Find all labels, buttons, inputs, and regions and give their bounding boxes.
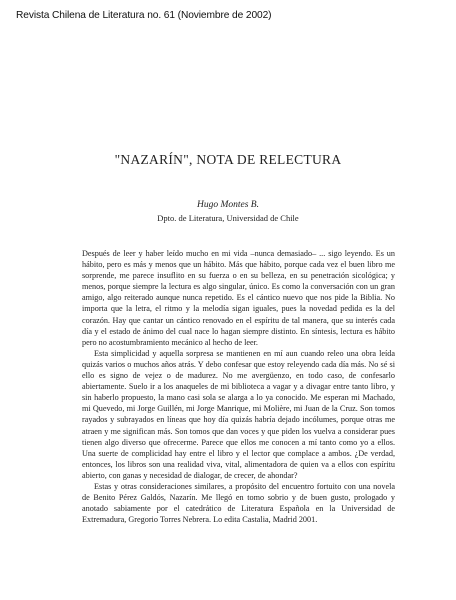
body-paragraph-3: Estas y otras consideraciones similares, a propósito del encuentro fortuito con una novela de Benito Pérez Galdós, Nazarín. Me llegó en tomo sobrio y de buen gusto, prologado y anotado sabiamente por el catedrático de Literatura Española en la Universidad de Extremadura, Gregorio Torres Nebrera. Lo edita Castalia, Madrid 2001.: [82, 481, 395, 525]
author-affiliation: Dpto. de Literatura, Universidad de Chile: [157, 213, 299, 223]
journal-header: Revista Chilena de Literatura no. 61 (Noviembre de 2002): [16, 10, 272, 21]
article-author: Hugo Montes B.: [196, 200, 259, 210]
article-body: [82, 248, 395, 525]
body-paragraph-2: Esta simplicidad y aquella sorpresa se mantienen en mí aun cuando releo una obra leída quizás varios o muchos años atrás. Y debo confesar que estoy releyendo cada día más. No sé si ello es signo de vejez o de madurez. No me avergüenzo, en todo caso, de confesarlo abiertamente. Suelo ir a los anaqueles de mi biblioteca a vagar y a divagar entre tanto libro, y sin haberlo propuesto, la mano casi sola se alarga a lo ya conocido. Me esperan mi Machado, mi Quevedo, mi Jorge Guillén, mi Jorge Manrique, mi Molière, mi Juan de la Cruz. Son tomos rayados y subrayados en líneas que hoy día quizás habría dejado incólumes, porque otras me atraen y me significan más. Son tomos que dan voces y que piden los vuelva a considerar pues tienen algo diverso que ofrecerme. Parece que ellos me conocen a mí tanto como yo a ellos. Una suerte de complicidad hay entre el libro y el lector que complace a ambos. ¿De verdad, entonces, los libros son una realidad viva, vital, alimentadora de quien va a ellos con espíritu abierto, con ganas y necesidad de dialogar, de crecer, de ahondar?: [82, 348, 395, 480]
article-title: "NAZARÍN", NOTA DE RELECTURA: [114, 152, 342, 167]
body-paragraph-1: Después de leer y haber leído mucho en mi vida –nunca demasiado– ... sigo leyendo. Es un hábito, pero es más y menos que un hábito. Más que hábito, porque cada vez el buen libro me sorprende, me parece insuflito en su fuerza o en su belleza, en su penetración sicológica; y menos, porque siempre la lectura es algo singular, único. Es como la conversación con un gran amigo, algo reiterado aunque nunca repetido. Es el cántico nuevo que nos pide la Biblia. No importa que la letra, el ritmo y la melodía sigan iguales, pues la novedad pedida es la del corazón. Hay que cantar un cántico renovado en el espíritu de tal manera, que su interés cada día y el estado de ánimo del cual nace lo hagan siempre distinto. En síntesis, lectura es hábito pero no acostumbramiento mecánico al hecho de leer.: [82, 249, 395, 347]
